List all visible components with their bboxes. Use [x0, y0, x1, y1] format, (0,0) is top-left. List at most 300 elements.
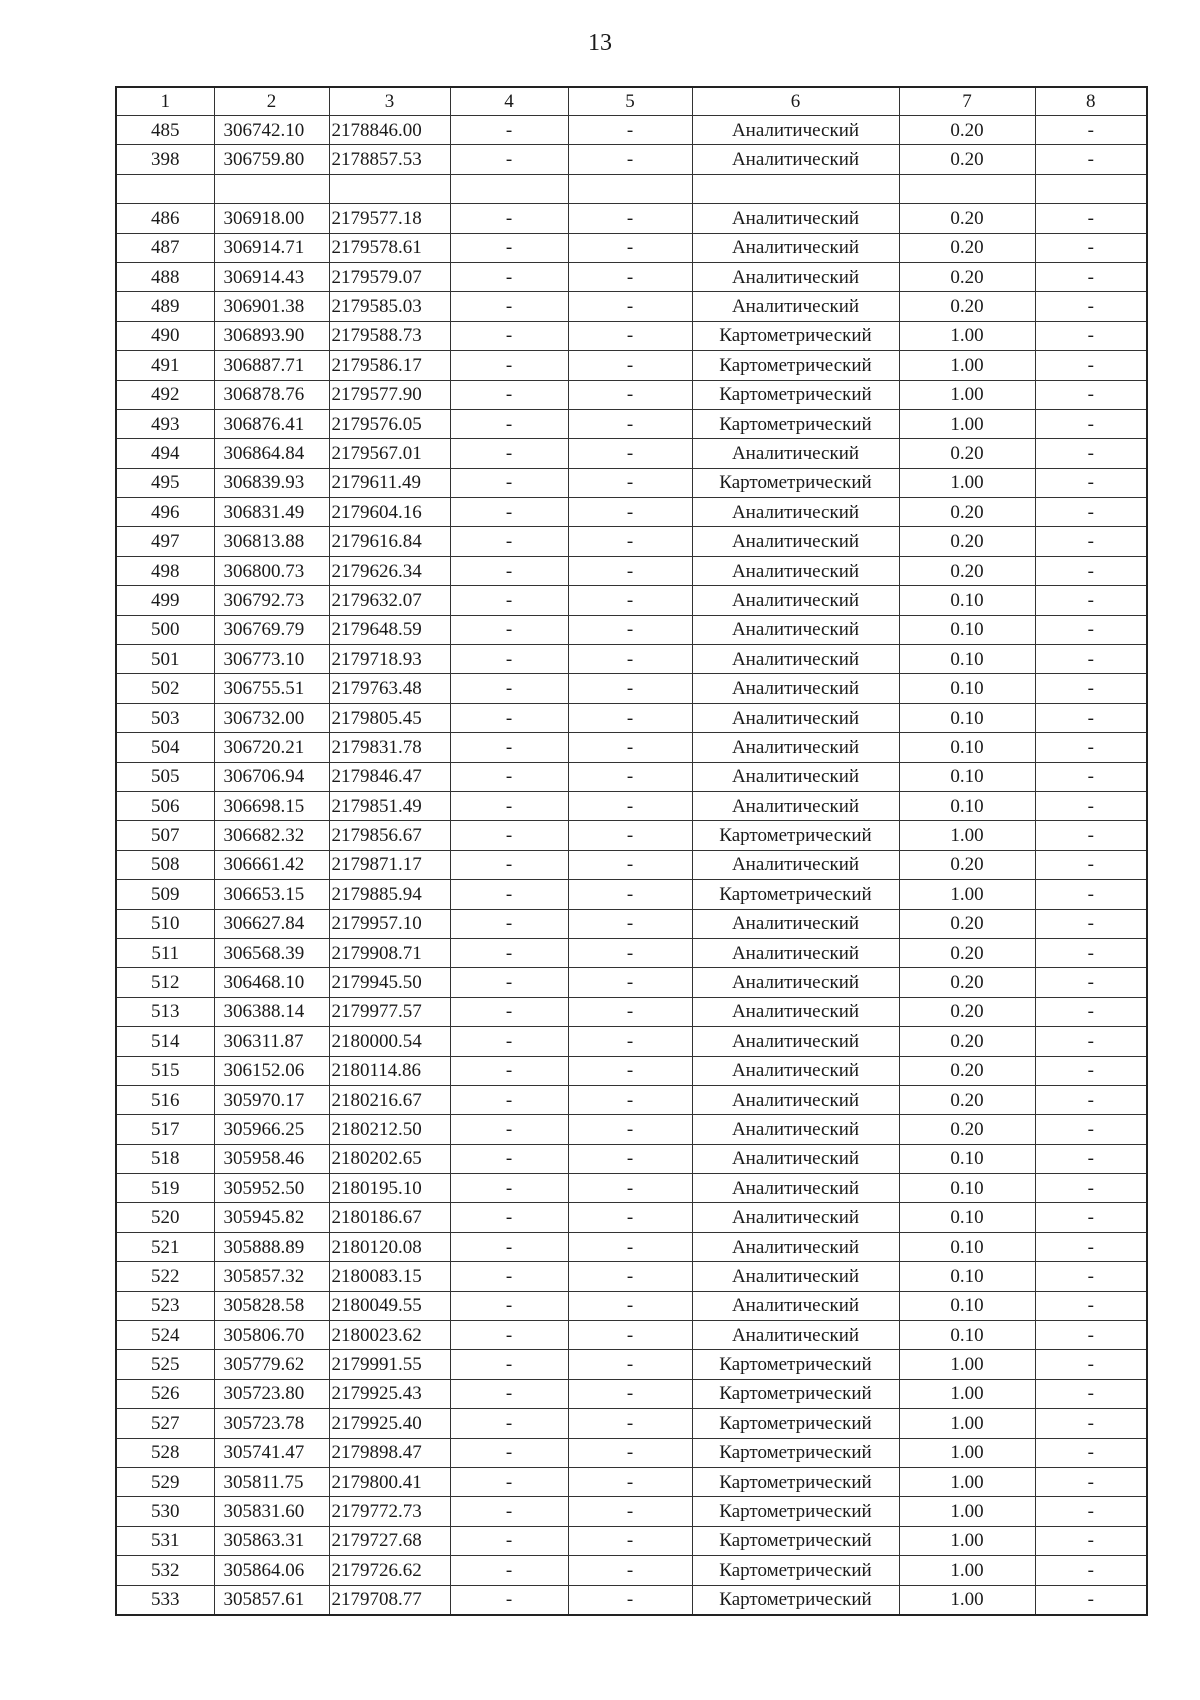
- cell-point-number: 488: [116, 262, 214, 291]
- table-header: [116, 87, 1147, 116]
- cell-method: Аналитический: [692, 1144, 899, 1173]
- table-row: [116, 1467, 1147, 1496]
- cell-point-number: 526: [116, 1379, 214, 1408]
- cell-x-coordinate: 306792.73: [214, 586, 329, 615]
- cell-point-number: 498: [116, 556, 214, 585]
- cell-y-coordinate: 2180212.50: [329, 1115, 450, 1144]
- cell-col-4-value: -: [450, 1409, 568, 1438]
- table-row: [116, 1526, 1147, 1555]
- cell-y-coordinate: 2179577.18: [329, 204, 450, 233]
- table-row: [116, 615, 1147, 644]
- cell-col-5-value: -: [568, 351, 692, 380]
- cell-point-number: 531: [116, 1526, 214, 1555]
- cell-col-4-value: -: [450, 233, 568, 262]
- cell-col-8-value: -: [1035, 703, 1147, 732]
- cell-method: Аналитический: [692, 233, 899, 262]
- cell-col-4-value: -: [450, 1174, 568, 1203]
- table-row: [116, 938, 1147, 967]
- cell-accuracy: 0.20: [899, 909, 1035, 938]
- table-row: [116, 968, 1147, 997]
- cell-point-number: 501: [116, 645, 214, 674]
- cell-col-4-value: -: [450, 1321, 568, 1350]
- cell-y-coordinate: 2179726.62: [329, 1556, 450, 1585]
- cell-col-4-value: -: [450, 1262, 568, 1291]
- cell-col-8-value: -: [1035, 1467, 1147, 1496]
- cell-col-5-value: -: [568, 292, 692, 321]
- cell-accuracy: 0.20: [899, 1056, 1035, 1085]
- cell-point-number: 493: [116, 409, 214, 438]
- cell-col-8-value: -: [1035, 1291, 1147, 1320]
- cell-col-8-value: -: [1035, 468, 1147, 497]
- cell-y-coordinate: 2180023.62: [329, 1321, 450, 1350]
- cell-x-coordinate: 306914.43: [214, 262, 329, 291]
- cell-col-8-value: -: [1035, 586, 1147, 615]
- cell-col-4-value: -: [450, 116, 568, 145]
- cell-col-5-value: -: [568, 1203, 692, 1232]
- cell-col-8-value: [1035, 174, 1147, 203]
- cell-accuracy: 1.00: [899, 468, 1035, 497]
- cell-point-number: 491: [116, 351, 214, 380]
- table-row: [116, 909, 1147, 938]
- cell-y-coordinate: 2179708.77: [329, 1585, 450, 1615]
- cell-col-8-value: -: [1035, 1350, 1147, 1379]
- cell-col-4-value: -: [450, 439, 568, 468]
- cell-col-8-value: -: [1035, 968, 1147, 997]
- cell-point-number: 524: [116, 1321, 214, 1350]
- cell-col-8-value: -: [1035, 262, 1147, 291]
- cell-method: Картометрический: [692, 351, 899, 380]
- cell-col-5-value: -: [568, 1232, 692, 1261]
- table-row: [116, 262, 1147, 291]
- cell-method: Аналитический: [692, 262, 899, 291]
- table-row: [116, 1409, 1147, 1438]
- cell-point-number: 525: [116, 1350, 214, 1379]
- cell-method: Аналитический: [692, 439, 899, 468]
- cell-col-4-value: -: [450, 1526, 568, 1555]
- table-row: [116, 380, 1147, 409]
- cell-y-coordinate: 2180120.08: [329, 1232, 450, 1261]
- cell-method: Аналитический: [692, 968, 899, 997]
- cell-col-5-value: -: [568, 733, 692, 762]
- cell-col-5-value: -: [568, 850, 692, 879]
- cell-x-coordinate: 306914.71: [214, 233, 329, 262]
- cell-accuracy: 0.10: [899, 791, 1035, 820]
- cell-method: Аналитический: [692, 498, 899, 527]
- cell-col-4-value: -: [450, 703, 568, 732]
- table-row: [116, 880, 1147, 909]
- cell-method: Аналитический: [692, 703, 899, 732]
- cell-point-number: 530: [116, 1497, 214, 1526]
- cell-x-coordinate: 305970.17: [214, 1085, 329, 1114]
- cell-col-4-value: -: [450, 1438, 568, 1467]
- cell-col-5-value: -: [568, 938, 692, 967]
- table-row: [116, 468, 1147, 497]
- cell-method: Аналитический: [692, 1027, 899, 1056]
- cell-method: Картометрический: [692, 821, 899, 850]
- cell-col-5-value: -: [568, 1056, 692, 1085]
- cell-point-number: 505: [116, 762, 214, 791]
- cell-col-4-value: -: [450, 204, 568, 233]
- cell-point-number: 529: [116, 1467, 214, 1496]
- cell-method: Аналитический: [692, 527, 899, 556]
- cell-col-5-value: [568, 174, 692, 203]
- column-header-8: 8: [1035, 87, 1147, 116]
- cell-y-coordinate: 2180216.67: [329, 1085, 450, 1114]
- cell-point-number: 490: [116, 321, 214, 350]
- cell-y-coordinate: 2180195.10: [329, 1174, 450, 1203]
- cell-x-coordinate: 305958.46: [214, 1144, 329, 1173]
- cell-accuracy: 0.10: [899, 645, 1035, 674]
- cell-x-coordinate: 305888.89: [214, 1232, 329, 1261]
- cell-col-4-value: -: [450, 527, 568, 556]
- cell-method: Картометрический: [692, 380, 899, 409]
- cell-col-8-value: -: [1035, 1232, 1147, 1261]
- cell-x-coordinate: 305952.50: [214, 1174, 329, 1203]
- cell-accuracy: 0.20: [899, 262, 1035, 291]
- cell-x-coordinate: 306839.93: [214, 468, 329, 497]
- cell-y-coordinate: 2179616.84: [329, 527, 450, 556]
- cell-col-8-value: -: [1035, 1056, 1147, 1085]
- cell-method: Аналитический: [692, 1262, 899, 1291]
- cell-col-4-value: -: [450, 1232, 568, 1261]
- cell-y-coordinate: 2179611.49: [329, 468, 450, 497]
- cell-x-coordinate: 306742.10: [214, 116, 329, 145]
- cell-col-8-value: -: [1035, 1497, 1147, 1526]
- cell-method: Картометрический: [692, 1556, 899, 1585]
- cell-y-coordinate: 2179576.05: [329, 409, 450, 438]
- cell-method: Аналитический: [692, 850, 899, 879]
- cell-y-coordinate: 2178857.53: [329, 145, 450, 174]
- table-row: [116, 1585, 1147, 1615]
- cell-x-coordinate: 305723.78: [214, 1409, 329, 1438]
- cell-col-5-value: -: [568, 321, 692, 350]
- table-row: [116, 145, 1147, 174]
- cell-y-coordinate: 2179604.16: [329, 498, 450, 527]
- cell-x-coordinate: 305857.32: [214, 1262, 329, 1291]
- cell-col-8-value: -: [1035, 204, 1147, 233]
- cell-col-8-value: -: [1035, 880, 1147, 909]
- cell-y-coordinate: 2179957.10: [329, 909, 450, 938]
- cell-col-4-value: -: [450, 1144, 568, 1173]
- cell-method: Аналитический: [692, 762, 899, 791]
- column-header-7: 7: [899, 87, 1035, 116]
- cell-point-number: 512: [116, 968, 214, 997]
- cell-col-4-value: -: [450, 1085, 568, 1114]
- cell-accuracy: [899, 174, 1035, 203]
- cell-y-coordinate: 2179925.43: [329, 1379, 450, 1408]
- cell-col-5-value: -: [568, 380, 692, 409]
- cell-col-4-value: -: [450, 292, 568, 321]
- cell-accuracy: 0.20: [899, 439, 1035, 468]
- cell-x-coordinate: 306661.42: [214, 850, 329, 879]
- cell-accuracy: 0.10: [899, 1321, 1035, 1350]
- cell-col-8-value: -: [1035, 850, 1147, 879]
- cell-col-4-value: -: [450, 498, 568, 527]
- cell-col-8-value: -: [1035, 791, 1147, 820]
- cell-y-coordinate: 2180049.55: [329, 1291, 450, 1320]
- cell-point-number: 518: [116, 1144, 214, 1173]
- cell-x-coordinate: 306893.90: [214, 321, 329, 350]
- cell-method: Аналитический: [692, 938, 899, 967]
- cell-col-5-value: -: [568, 1085, 692, 1114]
- cell-method: Аналитический: [692, 1321, 899, 1350]
- cell-accuracy: 0.20: [899, 204, 1035, 233]
- cell-accuracy: 0.20: [899, 292, 1035, 321]
- column-header-1: 1: [116, 87, 214, 116]
- cell-x-coordinate: 306800.73: [214, 556, 329, 585]
- table-row: [116, 204, 1147, 233]
- cell-method: Аналитический: [692, 292, 899, 321]
- cell-x-coordinate: 306152.06: [214, 1056, 329, 1085]
- cell-col-5-value: -: [568, 997, 692, 1026]
- cell-method: Аналитический: [692, 1115, 899, 1144]
- cell-method: Картометрический: [692, 1409, 899, 1438]
- cell-point-number: 508: [116, 850, 214, 879]
- table-row: [116, 703, 1147, 732]
- cell-col-8-value: -: [1035, 292, 1147, 321]
- cell-accuracy: 0.10: [899, 1262, 1035, 1291]
- cell-col-8-value: -: [1035, 380, 1147, 409]
- column-header-6: 6: [692, 87, 899, 116]
- cell-x-coordinate: 306759.80: [214, 145, 329, 174]
- table-row: [116, 1291, 1147, 1320]
- table-row: [116, 1438, 1147, 1467]
- cell-col-4-value: -: [450, 791, 568, 820]
- cell-y-coordinate: 2179805.45: [329, 703, 450, 732]
- cell-x-coordinate: 306887.71: [214, 351, 329, 380]
- cell-col-8-value: -: [1035, 116, 1147, 145]
- cell-point-number: 509: [116, 880, 214, 909]
- cell-x-coordinate: 306468.10: [214, 968, 329, 997]
- cell-x-coordinate: 306720.21: [214, 733, 329, 762]
- table-row: [116, 1027, 1147, 1056]
- cell-x-coordinate: 306706.94: [214, 762, 329, 791]
- cell-x-coordinate: 306568.39: [214, 938, 329, 967]
- cell-col-5-value: -: [568, 262, 692, 291]
- cell-method: Картометрический: [692, 1379, 899, 1408]
- cell-x-coordinate: 306773.10: [214, 645, 329, 674]
- column-header-3: 3: [329, 87, 450, 116]
- cell-y-coordinate: 2179800.41: [329, 1467, 450, 1496]
- cell-col-8-value: -: [1035, 233, 1147, 262]
- cell-col-8-value: -: [1035, 645, 1147, 674]
- cell-col-4-value: -: [450, 938, 568, 967]
- cell-method: [692, 174, 899, 203]
- cell-y-coordinate: 2179727.68: [329, 1526, 450, 1555]
- cell-col-8-value: -: [1035, 351, 1147, 380]
- cell-method: Картометрический: [692, 1438, 899, 1467]
- cell-point-number: 497: [116, 527, 214, 556]
- cell-x-coordinate: 305831.60: [214, 1497, 329, 1526]
- cell-accuracy: 1.00: [899, 1526, 1035, 1555]
- table-row: [116, 1144, 1147, 1173]
- cell-point-number: 520: [116, 1203, 214, 1232]
- cell-y-coordinate: 2180186.67: [329, 1203, 450, 1232]
- table-row: [116, 439, 1147, 468]
- cell-point-number: 495: [116, 468, 214, 497]
- cell-x-coordinate: 306878.76: [214, 380, 329, 409]
- header-row: [116, 87, 1147, 116]
- cell-x-coordinate: 306627.84: [214, 909, 329, 938]
- cell-col-4-value: -: [450, 409, 568, 438]
- cell-col-8-value: -: [1035, 674, 1147, 703]
- cell-col-8-value: -: [1035, 1438, 1147, 1467]
- cell-point-number: 516: [116, 1085, 214, 1114]
- cell-accuracy: 1.00: [899, 1350, 1035, 1379]
- cell-method: Аналитический: [692, 556, 899, 585]
- cell-method: Аналитический: [692, 733, 899, 762]
- cell-col-8-value: -: [1035, 1085, 1147, 1114]
- cell-x-coordinate: 306831.49: [214, 498, 329, 527]
- table-row: [116, 498, 1147, 527]
- cell-y-coordinate: 2179585.03: [329, 292, 450, 321]
- cell-accuracy: 1.00: [899, 1379, 1035, 1408]
- cell-x-coordinate: 305811.75: [214, 1467, 329, 1496]
- cell-point-number: 532: [116, 1556, 214, 1585]
- cell-accuracy: 0.10: [899, 1232, 1035, 1261]
- cell-col-8-value: -: [1035, 762, 1147, 791]
- cell-col-4-value: -: [450, 1350, 568, 1379]
- cell-x-coordinate: 305741.47: [214, 1438, 329, 1467]
- cell-col-4-value: -: [450, 997, 568, 1026]
- cell-col-5-value: -: [568, 1585, 692, 1615]
- cell-accuracy: 0.10: [899, 1174, 1035, 1203]
- cell-col-5-value: -: [568, 498, 692, 527]
- column-header-2: 2: [214, 87, 329, 116]
- cell-x-coordinate: 305945.82: [214, 1203, 329, 1232]
- cell-col-5-value: -: [568, 703, 692, 732]
- cell-col-5-value: -: [568, 233, 692, 262]
- cell-col-4-value: -: [450, 351, 568, 380]
- cell-method: Картометрический: [692, 468, 899, 497]
- cell-y-coordinate: 2179578.61: [329, 233, 450, 262]
- cell-col-4-value: -: [450, 380, 568, 409]
- cell-method: Аналитический: [692, 1291, 899, 1320]
- cell-accuracy: 1.00: [899, 409, 1035, 438]
- cell-col-5-value: -: [568, 762, 692, 791]
- cell-accuracy: 0.10: [899, 1291, 1035, 1320]
- cell-method: Аналитический: [692, 615, 899, 644]
- cell-col-4-value: -: [450, 850, 568, 879]
- table-row: [116, 1203, 1147, 1232]
- cell-accuracy: 1.00: [899, 1585, 1035, 1615]
- cell-method: Картометрический: [692, 1350, 899, 1379]
- cell-col-5-value: -: [568, 1144, 692, 1173]
- cell-x-coordinate: 306311.87: [214, 1027, 329, 1056]
- cell-x-coordinate: 305857.61: [214, 1585, 329, 1615]
- table-row: [116, 556, 1147, 585]
- table-row: [116, 233, 1147, 262]
- cell-x-coordinate: [214, 174, 329, 203]
- table-row: [116, 674, 1147, 703]
- cell-accuracy: 0.10: [899, 615, 1035, 644]
- cell-point-number: 485: [116, 116, 214, 145]
- cell-point-number: 398: [116, 145, 214, 174]
- cell-y-coordinate: 2179626.34: [329, 556, 450, 585]
- cell-col-8-value: -: [1035, 1379, 1147, 1408]
- column-header-5: 5: [568, 87, 692, 116]
- cell-col-8-value: -: [1035, 938, 1147, 967]
- table-row: [116, 645, 1147, 674]
- cell-y-coordinate: 2179991.55: [329, 1350, 450, 1379]
- cell-accuracy: 0.20: [899, 498, 1035, 527]
- table-row: [116, 1350, 1147, 1379]
- cell-col-4-value: [450, 174, 568, 203]
- cell-accuracy: 0.20: [899, 997, 1035, 1026]
- cell-method: Картометрический: [692, 1585, 899, 1615]
- cell-method: Аналитический: [692, 645, 899, 674]
- cell-x-coordinate: 305806.70: [214, 1321, 329, 1350]
- cell-y-coordinate: 2179577.90: [329, 380, 450, 409]
- cell-y-coordinate: [329, 174, 450, 203]
- cell-y-coordinate: 2179648.59: [329, 615, 450, 644]
- cell-method: Картометрический: [692, 1467, 899, 1496]
- cell-col-8-value: -: [1035, 1321, 1147, 1350]
- cell-x-coordinate: 306698.15: [214, 791, 329, 820]
- table-row: [116, 527, 1147, 556]
- cell-col-5-value: -: [568, 1262, 692, 1291]
- table-row: [116, 1497, 1147, 1526]
- cell-col-4-value: -: [450, 321, 568, 350]
- table-row: [116, 1321, 1147, 1350]
- cell-y-coordinate: 2180000.54: [329, 1027, 450, 1056]
- table-row: [116, 1115, 1147, 1144]
- cell-col-5-value: -: [568, 1409, 692, 1438]
- cell-point-number: 519: [116, 1174, 214, 1203]
- cell-col-4-value: -: [450, 968, 568, 997]
- cell-method: Аналитический: [692, 791, 899, 820]
- cell-col-5-value: -: [568, 1526, 692, 1555]
- cell-accuracy: 0.10: [899, 733, 1035, 762]
- cell-point-number: 513: [116, 997, 214, 1026]
- cell-point-number: 507: [116, 821, 214, 850]
- cell-col-8-value: -: [1035, 145, 1147, 174]
- cell-col-5-value: -: [568, 116, 692, 145]
- cell-col-5-value: -: [568, 1321, 692, 1350]
- cell-y-coordinate: 2179908.71: [329, 938, 450, 967]
- cell-col-5-value: -: [568, 1379, 692, 1408]
- cell-y-coordinate: 2179851.49: [329, 791, 450, 820]
- cell-col-5-value: -: [568, 1497, 692, 1526]
- cell-col-4-value: -: [450, 762, 568, 791]
- cell-y-coordinate: 2179898.47: [329, 1438, 450, 1467]
- cell-accuracy: 0.20: [899, 1115, 1035, 1144]
- table-row: [116, 1262, 1147, 1291]
- cell-col-4-value: -: [450, 1585, 568, 1615]
- cell-point-number: 500: [116, 615, 214, 644]
- cell-col-5-value: -: [568, 527, 692, 556]
- cell-x-coordinate: 306653.15: [214, 880, 329, 909]
- cell-col-4-value: -: [450, 468, 568, 497]
- cell-col-5-value: -: [568, 409, 692, 438]
- cell-y-coordinate: 2179763.48: [329, 674, 450, 703]
- table-row: [116, 1379, 1147, 1408]
- cell-accuracy: 1.00: [899, 1497, 1035, 1526]
- cell-x-coordinate: 306732.00: [214, 703, 329, 732]
- cell-col-4-value: -: [450, 145, 568, 174]
- cell-method: Аналитический: [692, 116, 899, 145]
- cell-col-5-value: -: [568, 1556, 692, 1585]
- cell-method: Аналитический: [692, 1232, 899, 1261]
- cell-point-number: 523: [116, 1291, 214, 1320]
- cell-y-coordinate: 2179885.94: [329, 880, 450, 909]
- cell-y-coordinate: 2179718.93: [329, 645, 450, 674]
- table-row: [116, 292, 1147, 321]
- cell-col-4-value: -: [450, 1027, 568, 1056]
- cell-point-number: 506: [116, 791, 214, 820]
- cell-accuracy: 1.00: [899, 1467, 1035, 1496]
- cell-method: Картометрический: [692, 880, 899, 909]
